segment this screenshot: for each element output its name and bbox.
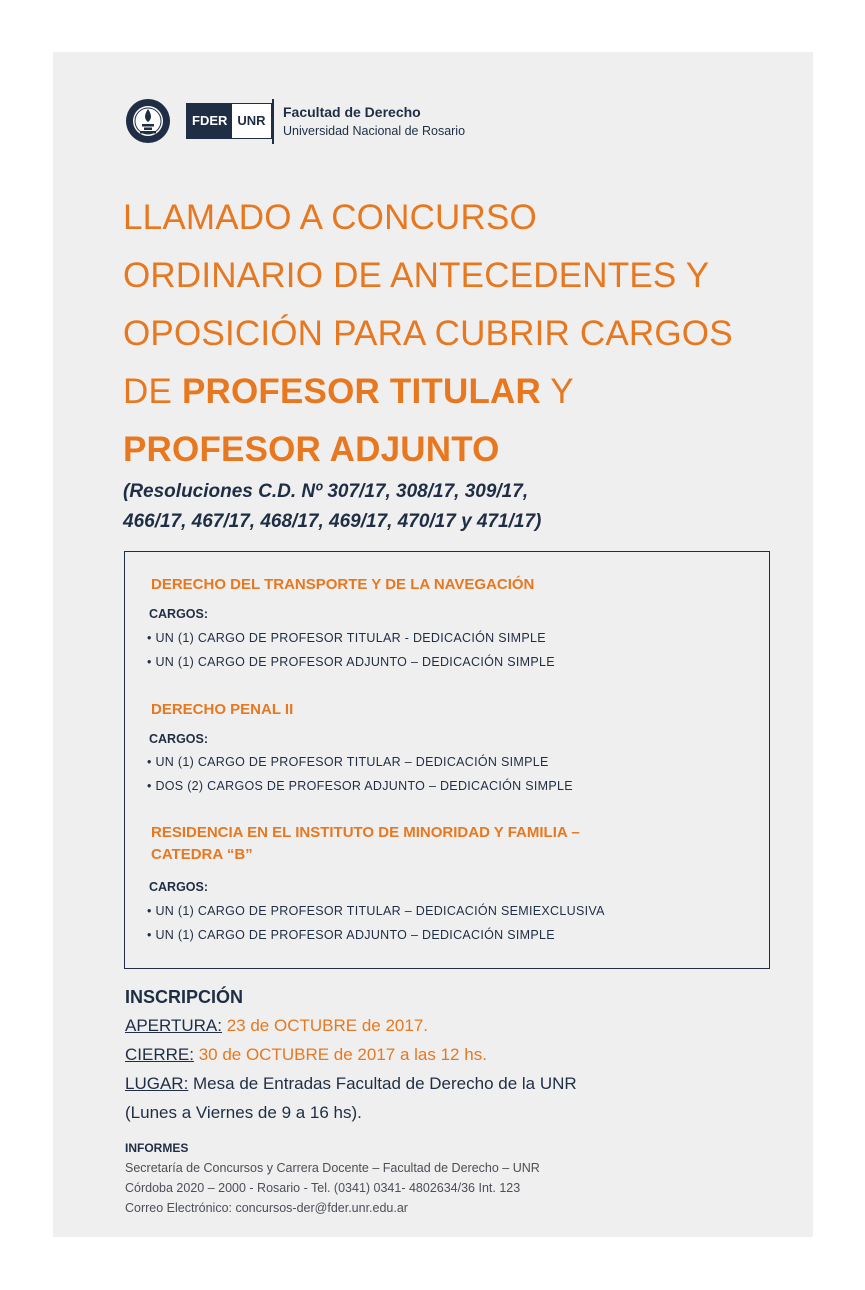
apertura-value: 23 de OCTUBRE de 2017. — [222, 1016, 429, 1035]
position-item: • UN (1) CARGO DE PROFESOR ADJUNTO – DEDICACIÓN SIMPLE — [147, 655, 555, 669]
page-title — [123, 189, 803, 479]
informes-line-1: Secretaría de Concursos y Carrera Docente – Facultad de Derecho – UNR — [125, 1161, 540, 1175]
title-profesor-adjunto: PROFESOR ADJUNTO — [123, 430, 500, 469]
lugar-label: LUGAR: — [125, 1074, 189, 1093]
section-title — [151, 822, 731, 866]
informes-title: INFORMES — [125, 1141, 189, 1155]
lugar-hours: (Lunes a Viernes de 9 a 16 hs). — [125, 1103, 362, 1122]
title-line-4 — [123, 363, 803, 421]
section-title: DERECHO DEL TRANSPORTE Y DE LA NAVEGACIÓN — [151, 576, 535, 593]
title-line-3: OPOSICIÓN PARA CUBRIR CARGOS — [123, 314, 733, 353]
cargos-label: CARGOS: — [149, 880, 209, 894]
informes-line-2: Córdoba 2020 – 2000 - Rosario - Tel. (0341) 0341- 4802634/36 Int. 123 — [125, 1181, 521, 1195]
resolutions-line-2: 466/17, 467/17, 468/17, 469/17, 470/17 y 471/17) — [123, 511, 542, 532]
logo-unr: UNR — [232, 104, 270, 138]
header-divider — [272, 99, 274, 144]
position-item: • UN (1) CARGO DE PROFESOR ADJUNTO – DEDICACIÓN SIMPLE — [147, 928, 555, 942]
position-item: • DOS (2) CARGOS DE PROFESOR ADJUNTO – DEDICACIÓN SIMPLE — [147, 779, 573, 793]
section-title: DERECHO PENAL II — [151, 701, 294, 718]
title-profesor-titular: PROFESOR TITULAR — [181, 372, 541, 411]
title-line-2: ORDINARIO DE ANTECEDENTES Y — [123, 256, 710, 295]
cierre-label: CIERRE: — [125, 1045, 194, 1064]
university-seal-icon — [125, 98, 171, 144]
poster — [53, 52, 813, 1237]
title-y: Y — [540, 372, 574, 411]
apertura-line — [125, 1016, 428, 1036]
cargos-label: CARGOS: — [149, 732, 209, 746]
logo-fder: FDER — [187, 104, 232, 138]
position-item: • UN (1) CARGO DE PROFESOR TITULAR – DEDICACIÓN SEMIEXCLUSIVA — [147, 904, 605, 918]
title-de: DE — [123, 372, 182, 411]
university-name: Universidad Nacional de Rosario — [283, 124, 466, 138]
resolutions — [123, 477, 803, 537]
lugar-line — [125, 1074, 577, 1094]
fder-unr-logo — [186, 103, 272, 139]
cierre-value: 30 de OCTUBRE de 2017 a las 12 hs. — [193, 1045, 487, 1064]
inscripcion-title: INSCRIPCIÓN — [125, 987, 244, 1007]
faculty-name: Facultad de Derecho — [283, 104, 421, 120]
cargos-label: CARGOS: — [149, 607, 209, 621]
apertura-label: APERTURA: — [125, 1016, 222, 1035]
positions-box — [124, 551, 770, 969]
resolutions-line-1: (Resoluciones C.D. Nº 307/17, 308/17, 309/17, — [123, 481, 529, 502]
lugar-value: Mesa de Entradas Facultad de Derecho de la UNR — [188, 1074, 577, 1093]
section-title-line-1: RESIDENCIA EN EL INSTITUTO DE MINORIDAD Y FAMILIA – — [151, 824, 580, 841]
section-title-line-2: CATEDRA “B” — [151, 846, 253, 863]
position-item: • UN (1) CARGO DE PROFESOR TITULAR - DEDICACIÓN SIMPLE — [147, 631, 546, 645]
position-item: • UN (1) CARGO DE PROFESOR TITULAR – DEDICACIÓN SIMPLE — [147, 755, 549, 769]
title-line-1: LLAMADO A CONCURSO — [123, 198, 537, 237]
cierre-line — [125, 1045, 487, 1065]
informes-email: Correo Electrónico: concursos-der@fder.unr.edu.ar — [125, 1201, 408, 1215]
